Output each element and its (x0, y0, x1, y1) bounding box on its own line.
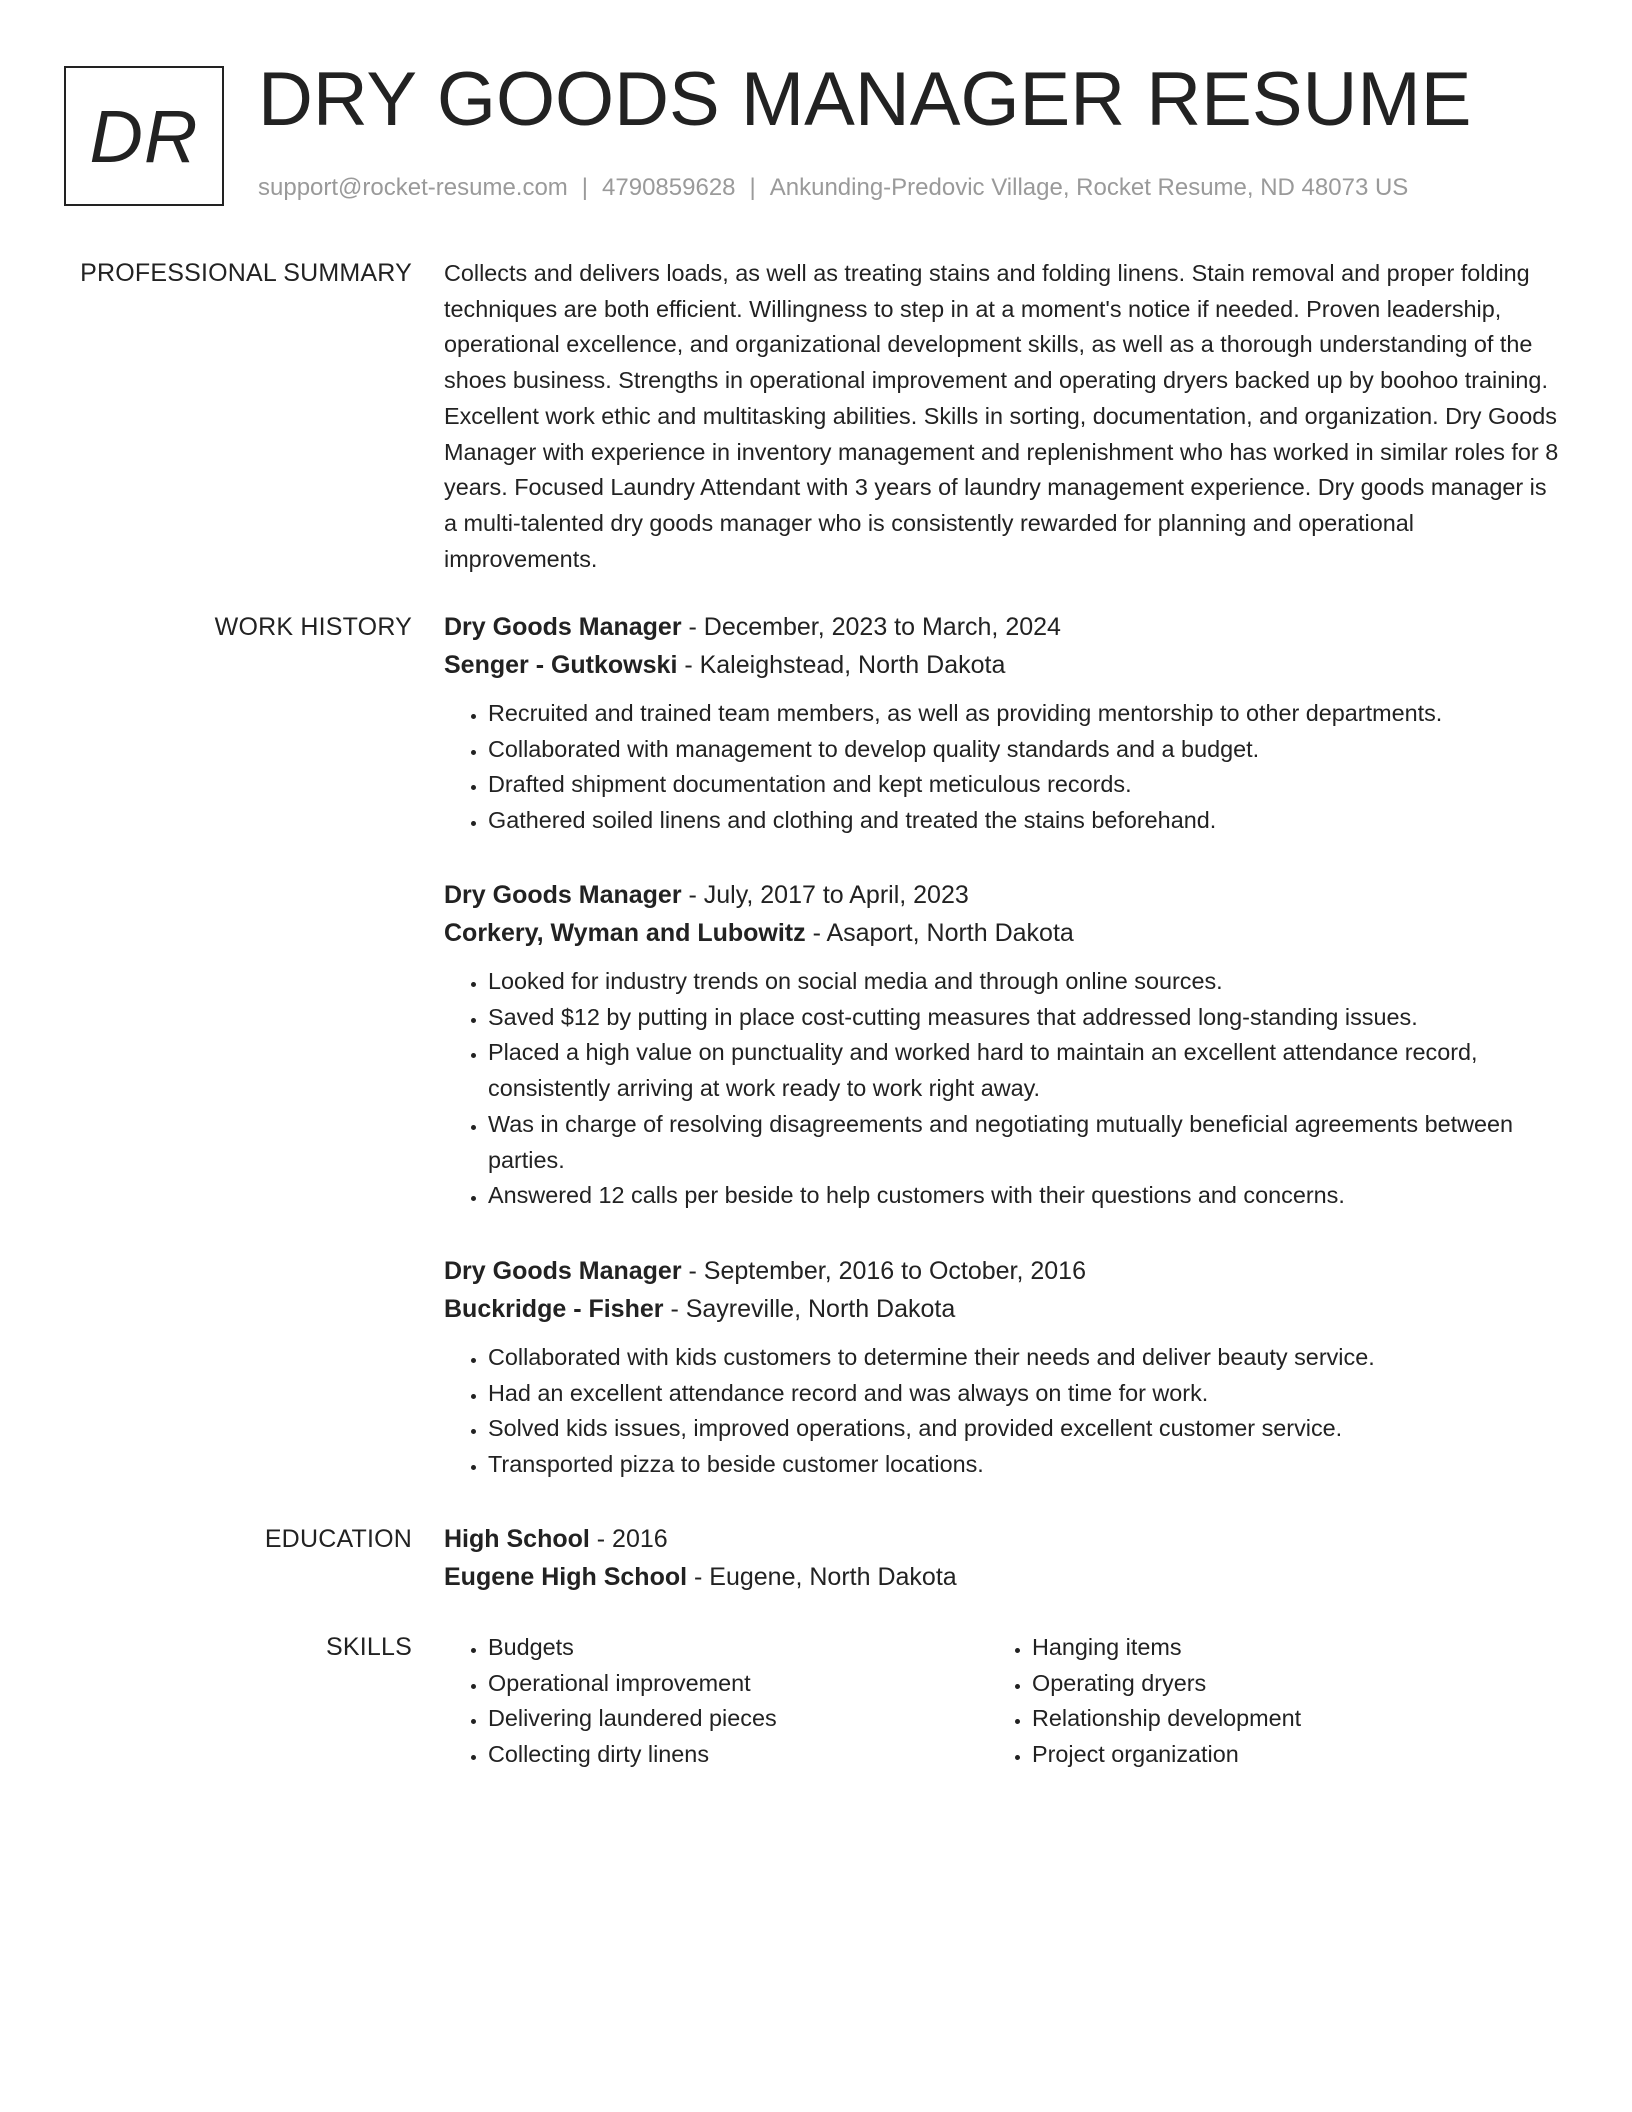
job-title-line (444, 1252, 1564, 1290)
skills-list-right (988, 1630, 1532, 1773)
job-bullet: • Answered 12 calls per beside to help customers with their questions and concerns. (488, 1178, 1564, 1214)
job-bullet: • Looked for industry trends on social media and through online sources. (488, 964, 1564, 1000)
job-bullet: • Solved kids issues, improved operations, and provided excellent customer service. (488, 1411, 1564, 1447)
education-degree-line (444, 1520, 1564, 1558)
section-label-summary: PROFESSIONAL SUMMARY (80, 259, 412, 287)
job-entry (444, 608, 1564, 839)
job-bullet: • Had an excellent attendance record and was always on time for work. (488, 1376, 1564, 1412)
job-company-line (444, 914, 1564, 952)
job-bullet: • Placed a high value on punctuality and worked hard to maintain an excellent attendance record, consistently arriving at work ready to work right away. (488, 1035, 1564, 1106)
job-bullets (444, 1340, 1564, 1483)
skill-item: • Operating dryers (1032, 1666, 1532, 1702)
monogram-initials: DR (89, 94, 199, 178)
job-dates: - July, 2017 to April, 2023 (681, 881, 969, 909)
skills-list-left (444, 1630, 988, 1773)
job-bullet: • Gathered soiled linens and clothing and treated the stains beforehand. (488, 803, 1564, 839)
skill-item: • Operational improvement (488, 1666, 988, 1702)
job-company: Buckridge - Fisher (444, 1295, 664, 1323)
job-bullets (444, 696, 1564, 839)
skill-item: • Hanging items (1032, 1630, 1532, 1666)
section-label-skills: SKILLS (326, 1633, 412, 1661)
job-company: Senger - Gutkowski (444, 651, 678, 679)
job-company: Corkery, Wyman and Lubowitz (444, 919, 806, 947)
skill-item: • Project organization (1032, 1737, 1532, 1773)
education-entry (444, 1520, 1564, 1596)
skill-item: • Collecting dirty linens (488, 1737, 988, 1773)
job-bullet: • Saved $12 by putting in place cost-cutting measures that addressed long-standing issues. (488, 1000, 1564, 1036)
contact-separator: | (581, 174, 589, 201)
job-bullets (444, 964, 1564, 1214)
skills-section (444, 1630, 1564, 1773)
job-title-line (444, 608, 1564, 646)
job-title: Dry Goods Manager (444, 1257, 682, 1285)
job-company-line (444, 646, 1564, 684)
summary-text: Collects and delivers loads, as well as treating stains and folding linens. Stain removal and proper folding techniques are both efficient. Willingness to step in at a moment's notice if needed. Proven leadership, operational excellence, and organizational development skills, as well as a thorough understanding of the shoes business. Strengths in operational improvement and operating dryers backed up by boohoo training. Excellent work ethic and multitasking abilities. Skills in sorting, documentation, and organization. Dry Goods Manager with experience in inventory management and replenishment who has worked in similar roles for 8 years. Focused Laundry Attendant with 3 years of laundry management experience. Dry goods manager is a multi-talented dry goods manager who is consistently rewarded for planning and operational improvements. (444, 260, 1559, 572)
skill-item: • Relationship development (1032, 1701, 1532, 1737)
monogram-box (64, 66, 224, 206)
job-company-line (444, 1290, 1564, 1328)
education-school: Eugene High School (444, 1563, 688, 1591)
contact-address: Ankunding-Predovic Village, Rocket Resume, ND 48073 US (769, 174, 1409, 201)
skills-grid (444, 1630, 1564, 1773)
skill-item: • Delivering laundered pieces (488, 1701, 988, 1737)
resume-title: DRY GOODS MANAGER RESUME (258, 57, 1472, 142)
job-dates: - September, 2016 to October, 2016 (681, 1257, 1086, 1285)
job-title: Dry Goods Manager (444, 613, 682, 641)
education-degree: High School (444, 1525, 590, 1553)
education-school-line (444, 1558, 1564, 1596)
job-dates: - December, 2023 to March, 2024 (681, 613, 1061, 641)
summary-section (444, 256, 1564, 577)
job-location: - Sayreville, North Dakota (663, 1295, 956, 1323)
contact-line (258, 174, 1408, 202)
contact-separator: | (749, 174, 756, 201)
job-location: - Kaleighstead, North Dakota (677, 651, 1006, 679)
job-title: Dry Goods Manager (444, 881, 682, 909)
job-bullet: • Drafted shipment documentation and kept meticulous records. (488, 767, 1564, 803)
skill-item: • Budgets (488, 1630, 988, 1666)
contact-phone: 4790859628 (602, 174, 736, 201)
education-location: - Eugene, North Dakota (687, 1563, 957, 1591)
job-entry (444, 876, 1564, 1214)
job-bullet: • Recruited and trained team members, as well as providing mentorship to other departments. (488, 696, 1564, 732)
section-label-education: EDUCATION (264, 1525, 412, 1553)
education-year: - 2016 (589, 1525, 668, 1553)
job-bullet: • Was in charge of resolving disagreements and negotiating mutually beneficial agreements between parties. (488, 1107, 1564, 1178)
job-entry (444, 1252, 1564, 1483)
section-label-work: WORK HISTORY (214, 613, 412, 641)
job-bullet: • Collaborated with kids customers to determine their needs and deliver beauty service. (488, 1340, 1564, 1376)
contact-email: support@rocket-resume.com (258, 174, 568, 201)
job-bullet: • Transported pizza to beside customer locations. (488, 1447, 1564, 1483)
job-bullet: • Collaborated with management to develop quality standards and a budget. (488, 732, 1564, 768)
job-location: - Asaport, North Dakota (805, 919, 1074, 947)
job-title-line (444, 876, 1564, 914)
